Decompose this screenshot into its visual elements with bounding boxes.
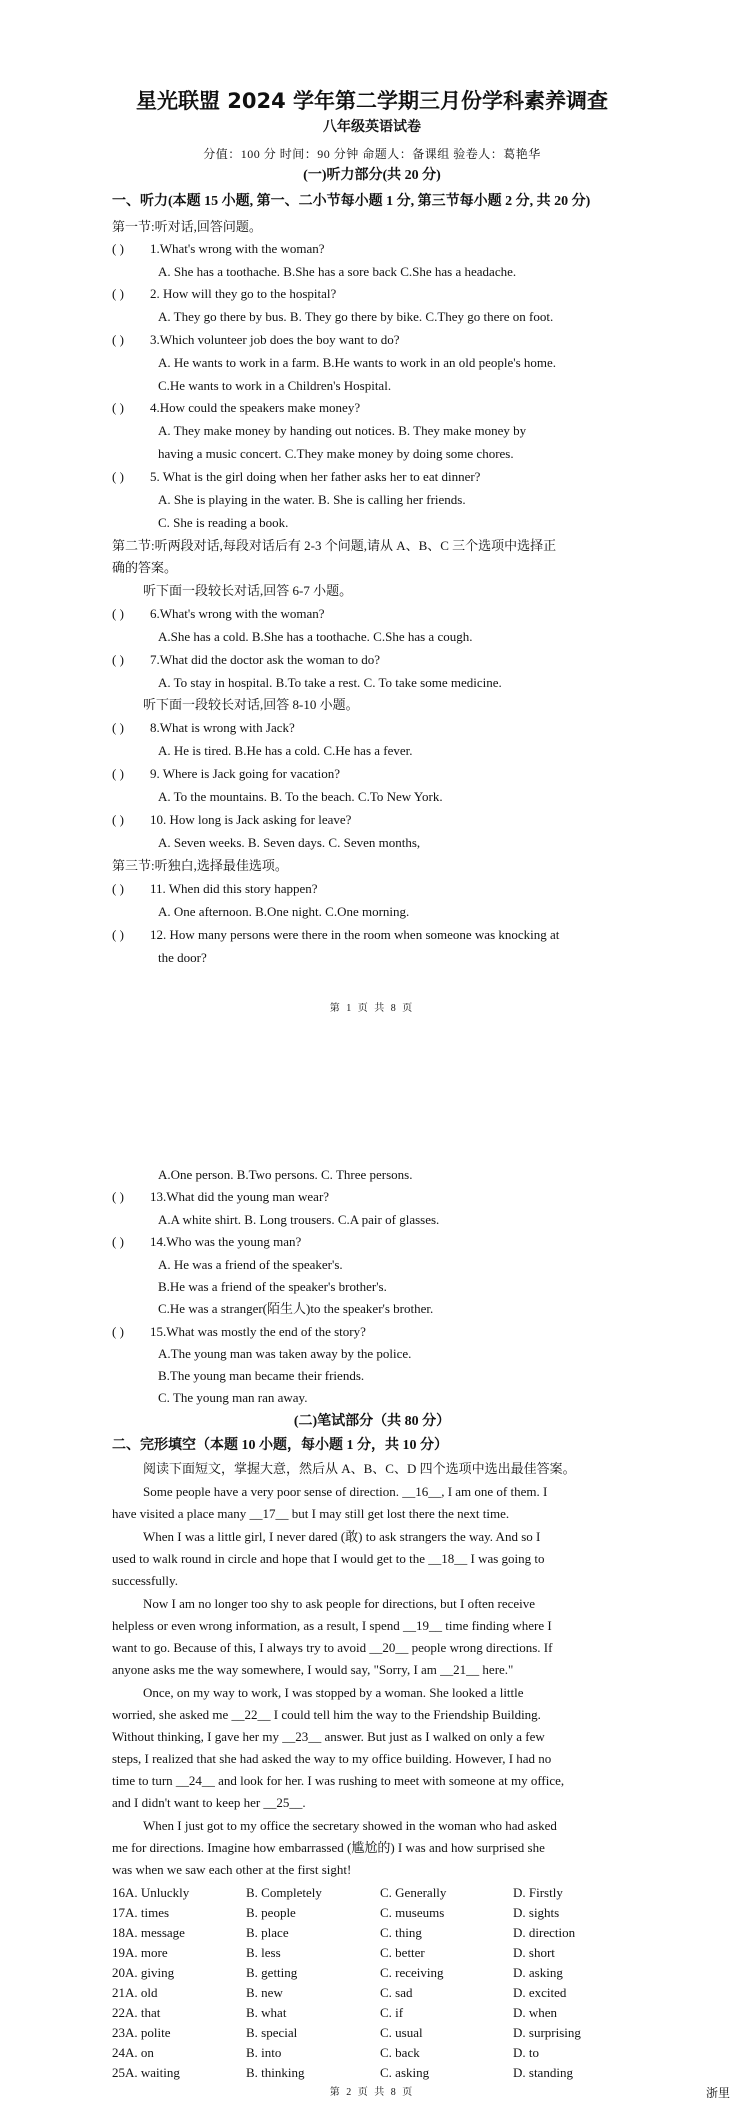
passage-line: Without thinking, I gave her my __23__ answer. But just as I walked on only a few: [112, 1729, 545, 1744]
page-1-footer: 第 1 页 共 8 页: [329, 1003, 415, 1014]
cloze-option[interactable]: D. excited: [513, 1985, 567, 2000]
question-14-option-b: B.He was a friend of the speaker's brother's.: [158, 1279, 387, 1294]
passage-line: was when we saw each other at the first sight!: [112, 1862, 352, 1877]
passage-line: helpless or even wrong information, as a result, I spend __19__ time finding where I: [112, 1618, 552, 1633]
question-10: 10. How long is Jack asking for leave?: [150, 812, 352, 827]
section2-instruction-cont: 确的答案。: [112, 560, 178, 575]
cloze-option[interactable]: C. better: [380, 1945, 425, 1960]
question-12: 12. How many persons were there in the room when someone was knocking at: [150, 927, 560, 942]
question-1: 1.What's wrong with the woman?: [150, 241, 325, 256]
question-8-options: A. He is tired. B.He has a cold. C.He has a fever.: [158, 743, 413, 758]
cloze-option[interactable]: 21A. old: [112, 1985, 158, 2000]
cloze-option[interactable]: C. receiving: [380, 1965, 444, 1980]
cloze-option[interactable]: C. sad: [380, 1985, 413, 2000]
question-13-options: A.A white shirt. B. Long trousers. C.A pair of glasses.: [158, 1212, 440, 1227]
passage-line: Some people have a very poor sense of direction. __16__, I am one of them. I: [143, 1484, 548, 1499]
question-15-option-b: B.The young man became their friends.: [158, 1368, 365, 1383]
cloze-option[interactable]: B. thinking: [246, 2065, 305, 2080]
cloze-option[interactable]: 23A. polite: [112, 2025, 171, 2040]
cloze-option[interactable]: 22A. that: [112, 2005, 161, 2020]
question-8: 8.What is wrong with Jack?: [150, 720, 295, 735]
cloze-option[interactable]: D. direction: [513, 1925, 576, 1940]
cloze-option[interactable]: 25A. waiting: [112, 2065, 180, 2080]
cloze-option[interactable]: D. standing: [513, 2065, 573, 2080]
cloze-option[interactable]: 17A. times: [112, 1905, 170, 1920]
question-15-option-c: C. The young man ran away.: [158, 1390, 308, 1405]
question-10-options: A. Seven weeks. B. Seven days. C. Seven months,: [158, 835, 421, 850]
cloze-heading: 二、完形填空（本题 10 小题，每小题 1 分，共 10 分）: [112, 1438, 448, 1453]
answer-blank-1[interactable]: ( ): [112, 241, 124, 256]
cloze-option[interactable]: B. people: [246, 1905, 296, 1920]
question-14: 14.Who was the young man?: [150, 1234, 302, 1249]
answer-blank-9[interactable]: ( ): [112, 766, 124, 781]
exam-meta: 分值：100 分 时间：90 分钟 命题人：备课组 验卷人：葛艳华: [203, 147, 541, 161]
answer-blank-10[interactable]: ( ): [112, 812, 124, 827]
answer-blank-11[interactable]: ( ): [112, 881, 124, 896]
answer-blank-5[interactable]: ( ): [112, 469, 124, 484]
cloze-option[interactable]: D. Firstly: [513, 1885, 563, 1900]
cloze-option[interactable]: D. to: [513, 2045, 539, 2060]
answer-blank-6[interactable]: ( ): [112, 606, 124, 621]
question-4-option-ab: A. They make money by handing out notices. B. They make money by: [158, 423, 527, 438]
passage-line: Now I am no longer too shy to ask people for directions, but I often receive: [143, 1596, 536, 1611]
cloze-option[interactable]: C. thing: [380, 1925, 422, 1940]
cloze-option[interactable]: 20A. giving: [112, 1965, 175, 1980]
cloze-option[interactable]: C. back: [380, 2045, 420, 2060]
cloze-option[interactable]: B. what: [246, 2005, 287, 2020]
passage-line: time to turn __24__ and look for her. I was rushing to meet with someone at my office,: [112, 1773, 565, 1788]
cloze-option[interactable]: B. getting: [246, 1965, 298, 1980]
question-12-cont: the door?: [158, 950, 207, 965]
answer-blank-13[interactable]: ( ): [112, 1189, 124, 1204]
answer-blank-3[interactable]: ( ): [112, 332, 124, 347]
cloze-option[interactable]: 24A. on: [112, 2045, 154, 2060]
answer-blank-15[interactable]: ( ): [112, 1324, 124, 1339]
question-5-option-c: C. She is reading a book.: [158, 515, 289, 530]
question-9-options: A. To the mountains. B. To the beach. C.To New York.: [158, 789, 443, 804]
section3-instruction: 第三节:听独白,选择最佳选项。: [112, 858, 288, 873]
listening-heading: 一、听力(本题 15 小题, 第一、二小节每小题 1 分, 第三节每小题 2 分, 共 20 分): [112, 194, 591, 209]
cloze-option[interactable]: C. if: [380, 2005, 404, 2020]
answer-blank-14[interactable]: ( ): [112, 1234, 124, 1249]
question-4-option-bc: having a music concert. C.They make money by doing some chores.: [158, 446, 514, 461]
question-12-options: A.One person. B.Two persons. C. Three persons.: [158, 1167, 413, 1182]
passage-line: When I just got to my office the secretary showed in the woman who had asked: [143, 1818, 557, 1833]
cloze-option[interactable]: C. museums: [380, 1905, 445, 1920]
question-3-option-ab: A. He wants to work in a farm. B.He wants to work in an old people's home.: [158, 355, 557, 370]
question-1-options: A. She has a toothache. B.She has a sore back C.She has a headache.: [158, 264, 517, 279]
part1-heading: (一)听力部分(共 20 分): [303, 168, 441, 183]
passage-line: used to walk round in circle and hope that I would get to the __18__ I was going to: [112, 1551, 545, 1566]
cloze-option[interactable]: 19A. more: [112, 1945, 168, 1960]
passage-line: want to go. Because of this, I always try to avoid __20__ people wrong directions. If: [112, 1640, 553, 1655]
dialogue2-instruction: 听下面一段较长对话,回答 8-10 小题。: [143, 697, 359, 712]
cloze-option[interactable]: C. Generally: [380, 1885, 447, 1900]
page-2-footer: 第 2 页 共 8 页: [329, 2087, 415, 2098]
question-7-options: A. To stay in hospital. B.To take a rest. C. To take some medicine.: [158, 675, 502, 690]
question-14-option-c: C.He was a stranger(陌生人)to the speaker's brother.: [158, 1301, 434, 1316]
part2-heading: (二)笔试部分（共 80 分）: [293, 1414, 451, 1429]
question-6: 6.What's wrong with the woman?: [150, 606, 325, 621]
cloze-option[interactable]: B. less: [246, 1945, 281, 1960]
cloze-option[interactable]: B. Completely: [246, 1885, 322, 1900]
cloze-option[interactable]: C. asking: [380, 2065, 430, 2080]
question-11: 11. When did this story happen?: [150, 881, 318, 896]
question-3-option-c: C.He wants to work in a Children's Hospital.: [158, 378, 392, 393]
question-2-options: A. They go there by bus. B. They go there by bike. C.They go there on foot.: [158, 309, 554, 324]
cloze-option[interactable]: B. new: [246, 1985, 283, 2000]
question-11-options: A. One afternoon. B.One night. C.One morning.: [158, 904, 410, 919]
answer-blank-7[interactable]: ( ): [112, 652, 124, 667]
cloze-instruction: 阅读下面短文，掌握大意，然后从 A、B、C、D 四个选项中选出最佳答案。: [143, 1461, 576, 1476]
question-15-option-a: A.The young man was taken away by the police.: [158, 1346, 412, 1361]
cloze-option[interactable]: 16A. Unluckly: [112, 1885, 190, 1900]
passage-line: have visited a place many __17__ but I may still get lost there the next time.: [112, 1506, 510, 1521]
cloze-option[interactable]: B. place: [246, 1925, 289, 1940]
cloze-option[interactable]: C. usual: [380, 2025, 423, 2040]
section1-instruction: 第一节:听对话,回答问题。: [112, 219, 262, 234]
passage-line: Once, on my way to work, I was stopped by a woman. She looked a little: [143, 1685, 524, 1700]
question-7: 7.What did the doctor ask the woman to do?: [150, 652, 380, 667]
cloze-option[interactable]: B. special: [246, 2025, 298, 2040]
question-14-option-a: A. He was a friend of the speaker's.: [158, 1257, 343, 1272]
exam-title: 星光联盟 2024 学年第二学期三月份学科素养调查: [135, 89, 609, 113]
question-15: 15.What was mostly the end of the story?: [150, 1324, 366, 1339]
passage-line: and I didn't want to keep her __25__.: [112, 1795, 306, 1810]
answer-blank-12[interactable]: ( ): [112, 927, 124, 942]
cloze-option[interactable]: D. short: [513, 1945, 555, 1960]
cloze-option[interactable]: D. asking: [513, 1965, 563, 1980]
cloze-option[interactable]: D. sights: [513, 1905, 560, 1920]
question-5: 5. What is the girl doing when her father asks her to eat dinner?: [150, 469, 481, 484]
cloze-option[interactable]: 18A. message: [112, 1925, 185, 1940]
passage-line: me for directions. Imagine how embarrassed (尴尬的) I was and how surprised she: [112, 1840, 545, 1855]
cloze-option[interactable]: D. surprising: [513, 2025, 581, 2040]
passage-line: steps, I realized that she had asked the way to my office building. However, I had no: [112, 1751, 552, 1766]
answer-blank-4[interactable]: ( ): [112, 400, 124, 415]
section2-instruction: 第二节:听两段对话,每段对话后有 2-3 个问题,请从 A、B、C 三个选项中选择正: [112, 538, 557, 553]
question-6-options: A.She has a cold. B.She has a toothache. C.She has a cough.: [158, 629, 473, 644]
dialogue1-instruction: 听下面一段较长对话,回答 6-7 小题。: [143, 583, 353, 598]
exam-subtitle: 八年级英语试卷: [323, 119, 421, 135]
answer-blank-8[interactable]: ( ): [112, 720, 124, 735]
question-13: 13.What did the young man wear?: [150, 1189, 330, 1204]
passage-line: anyone asks me the way somewhere, I would say, "Sorry, I am __21__ here.": [112, 1662, 514, 1677]
answer-blank-2[interactable]: ( ): [112, 286, 124, 301]
question-5-option-ab: A. She is playing in the water. B. She is calling her friends.: [158, 492, 466, 507]
passage-line: When I was a little girl, I never dared (敢) to ask strangers the way. And so I: [143, 1529, 541, 1544]
cloze-option[interactable]: D. when: [513, 2005, 558, 2020]
passage-line: worried, she asked me __22__ I could tell him the way to the Friendship Building.: [112, 1707, 541, 1722]
question-9: 9. Where is Jack going for vacation?: [150, 766, 340, 781]
question-4: 4.How could the speakers make money?: [150, 400, 361, 415]
question-2: 2. How will they go to the hospital?: [150, 286, 337, 301]
cloze-option[interactable]: B. into: [246, 2045, 282, 2060]
question-3: 3.Which volunteer job does the boy want to do?: [150, 332, 400, 347]
corner-watermark: 浙里: [706, 2086, 731, 2100]
passage-line: successfully.: [112, 1573, 178, 1588]
